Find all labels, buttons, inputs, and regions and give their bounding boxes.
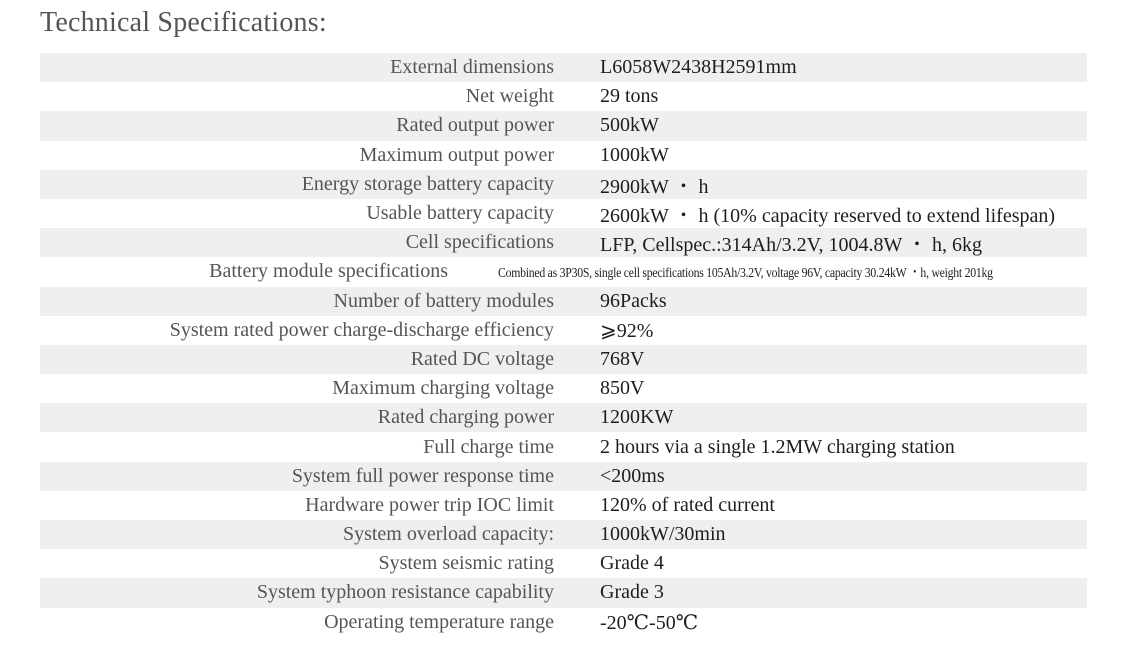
spec-row — [40, 345, 1087, 374]
spec-label: Cell specifications — [405, 231, 554, 254]
spec-row — [40, 53, 1087, 82]
spec-label: System overload capacity: — [342, 523, 554, 546]
spec-row — [40, 608, 1087, 637]
spec-label: Maximum charging voltage — [332, 377, 554, 400]
spec-value: -20℃-50℃ — [600, 611, 699, 634]
spec-label: Number of battery modules — [333, 289, 554, 312]
spec-label: Hardware power trip IOC limit — [305, 493, 554, 516]
spec-row — [40, 549, 1087, 578]
spec-row — [40, 374, 1087, 403]
spec-value: L6058W2438H2591mm — [600, 56, 797, 79]
spec-value: <200ms — [600, 464, 665, 487]
spec-row — [40, 228, 1087, 257]
spec-row — [40, 520, 1087, 549]
spec-label: Net weight — [465, 85, 554, 108]
spec-row — [40, 316, 1087, 345]
spec-value: 2 hours via a single 1.2MW charging station — [600, 435, 955, 458]
spec-label: Rated DC voltage — [410, 347, 554, 370]
spec-row — [40, 141, 1087, 170]
spec-label: Full charge time — [423, 435, 554, 458]
spec-value: 96Packs — [600, 289, 667, 312]
spec-value: 1200KW — [600, 406, 674, 429]
spec-value: 1000kW/30min — [600, 523, 726, 546]
spec-label: Rated charging power — [377, 406, 554, 429]
spec-table — [40, 53, 1087, 637]
spec-value: 2600kW ・ h (10% capacity reserved to extend lifespan) — [600, 205, 1056, 228]
spec-row — [40, 287, 1087, 316]
spec-label: Battery module specifications — [209, 260, 448, 283]
spec-label: Operating temperature range — [324, 610, 554, 633]
spec-row — [40, 257, 1087, 286]
spec-label: System rated power charge-discharge efficiency — [169, 318, 554, 341]
spec-value: 500kW — [600, 114, 659, 137]
spec-label: Energy storage battery capacity — [301, 172, 554, 195]
spec-row — [40, 82, 1087, 111]
spec-row — [40, 170, 1087, 199]
spec-row — [40, 199, 1087, 228]
spec-value: LFP, Cellspec.:314Ah/3.2V, 1004.8W ・ h, 6kg — [600, 234, 983, 257]
spec-label: Maximum output power — [359, 143, 554, 166]
spec-value: 1000kW — [600, 143, 669, 166]
spec-value: Combined as 3P30S, single cell specifications 105Ah/3.2V, voltage 96V, capacity 30.24kW ・h, weight 201kg — [497, 265, 993, 281]
spec-label: Rated output power — [396, 114, 554, 137]
spec-label: Usable battery capacity — [366, 202, 554, 225]
spec-row — [40, 432, 1087, 461]
spec-row — [40, 491, 1087, 520]
spec-value: 2900kW ・ h — [600, 175, 709, 198]
spec-label: System typhoon resistance capability — [256, 581, 554, 604]
spec-label: System full power response time — [291, 464, 554, 487]
spec-value: 768V — [600, 347, 645, 370]
spec-label: External dimensions — [390, 56, 554, 79]
spec-row — [40, 462, 1087, 491]
spec-value: ⩾92% — [600, 319, 654, 342]
page-title: Technical Specifications: — [40, 7, 327, 38]
spec-row — [40, 111, 1087, 140]
spec-value: Grade 3 — [600, 581, 664, 604]
spec-row — [40, 403, 1087, 432]
spec-label: System seismic rating — [378, 552, 554, 575]
spec-row — [40, 578, 1087, 607]
spec-value: 850V — [600, 377, 645, 400]
spec-value: 120% of rated current — [600, 493, 775, 516]
spec-value: Grade 4 — [600, 552, 664, 575]
spec-value: 29 tons — [600, 85, 659, 108]
